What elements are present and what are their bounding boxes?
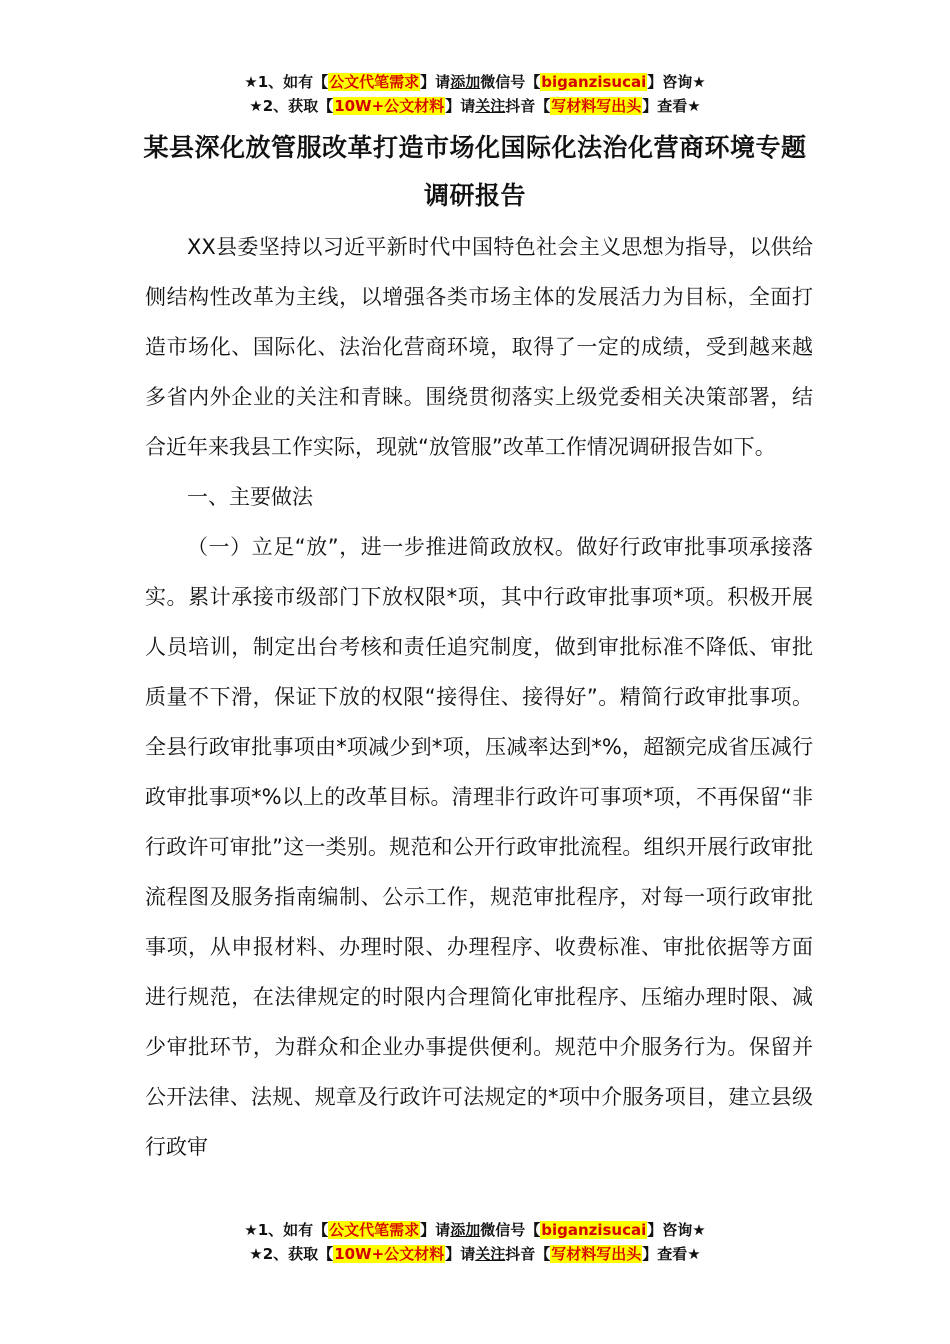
promo-line-1 <box>0 1218 950 1242</box>
promo-text: 】查看★ <box>642 97 701 115</box>
promo-emphasis: 关注 <box>475 1245 506 1263</box>
promo-text: ★2、获取【 <box>249 1245 334 1263</box>
promo-highlight: 公文代笔需求 <box>329 73 420 91</box>
promo-text: 】查看★ <box>642 1245 701 1263</box>
promo-highlight: 10W+公文材料 <box>334 97 445 115</box>
body-paragraph-intro: XX县委坚持以习近平新时代中国特色社会主义思想为指导，以供给侧结构性改革为主线，以增强各类市场主体的发展活力为目标，全面打造市场化、国际化、法治化营商环境，取得了一定的成绩，受到越来越多省内外企业的关注和青睐。围绕贯彻落实上级党委相关决策部署，结合近年来我县工作实际，现就“放管服”改革工作情况调研报告如下。 <box>145 235 813 459</box>
promo-highlight: 10W+公文材料 <box>334 1245 445 1263</box>
promo-wechat-id: biganzisucai <box>541 1221 647 1239</box>
promo-header <box>0 70 950 118</box>
promo-emphasis: 关注 <box>475 97 506 115</box>
promo-text: 】请 <box>420 1221 451 1239</box>
document-body <box>145 222 813 1172</box>
promo-text: 抖音【 <box>505 97 551 115</box>
promo-emphasis: 添加 <box>450 1221 481 1239</box>
promo-text: 】咨询★ <box>647 1221 706 1239</box>
promo-douyin-id: 写材料写出头 <box>551 97 642 115</box>
promo-text: ★1、如有【 <box>244 73 329 91</box>
promo-douyin-id: 写材料写出头 <box>551 1245 642 1263</box>
promo-line-1 <box>0 70 950 94</box>
promo-text: ★1、如有【 <box>244 1221 329 1239</box>
promo-text: ★2、获取【 <box>249 97 334 115</box>
promo-emphasis: 添加 <box>450 73 481 91</box>
promo-text: 】请 <box>420 73 451 91</box>
promo-text: 微信号【 <box>480 1221 541 1239</box>
promo-text: 】请 <box>445 97 476 115</box>
promo-footer <box>0 1218 950 1266</box>
promo-text: 】请 <box>445 1245 476 1263</box>
promo-text: 微信号【 <box>480 73 541 91</box>
promo-line-2 <box>0 94 950 118</box>
promo-highlight: 公文代笔需求 <box>329 1221 420 1239</box>
promo-wechat-id: biganzisucai <box>541 73 647 91</box>
document-title: 某县深化放管服改革打造市场化国际化法治化营商环境专题调研报告 <box>143 133 807 210</box>
body-paragraph: （一）立足“放”，进一步推进简政放权。做好行政审批事项承接落实。累计承接市级部门下放权限*项，其中行政审批事项*项。积极开展人员培训，制定出台考核和责任追究制度，做到审批标准不降低、审批质量不下滑，保证下放的权限“接得住、接得好”。精简行政审批事项。全县行政审批事项由*项减少到*项，压减率达到*%，超额完成省压减行政审批事项*%以上的改革目标。清理非行政许可事项*项，不再保留“非行政许可审批”这一类别。规范和公开行政审批流程。组织开展行政审批流程图及服务指南编制、公示工作，规范审批程序，对每一项行政审批事项，从申报材料、办理时限、办理程序、收费标准、审批依据等方面进行规范，在法律规定的时限内合理简化审批程序、压缩办理时限、减少审批环节，为群众和企业办事提供便利。规范中介服务行为。保留并公开法律、法规、规章及行政许可法规定的*项中介服务项目，建立县级行政审 <box>145 535 813 1159</box>
section-heading: 一、主要做法 <box>187 485 313 509</box>
promo-line-2 <box>0 1242 950 1266</box>
promo-text: 抖音【 <box>505 1245 551 1263</box>
promo-text: 】咨询★ <box>647 73 706 91</box>
